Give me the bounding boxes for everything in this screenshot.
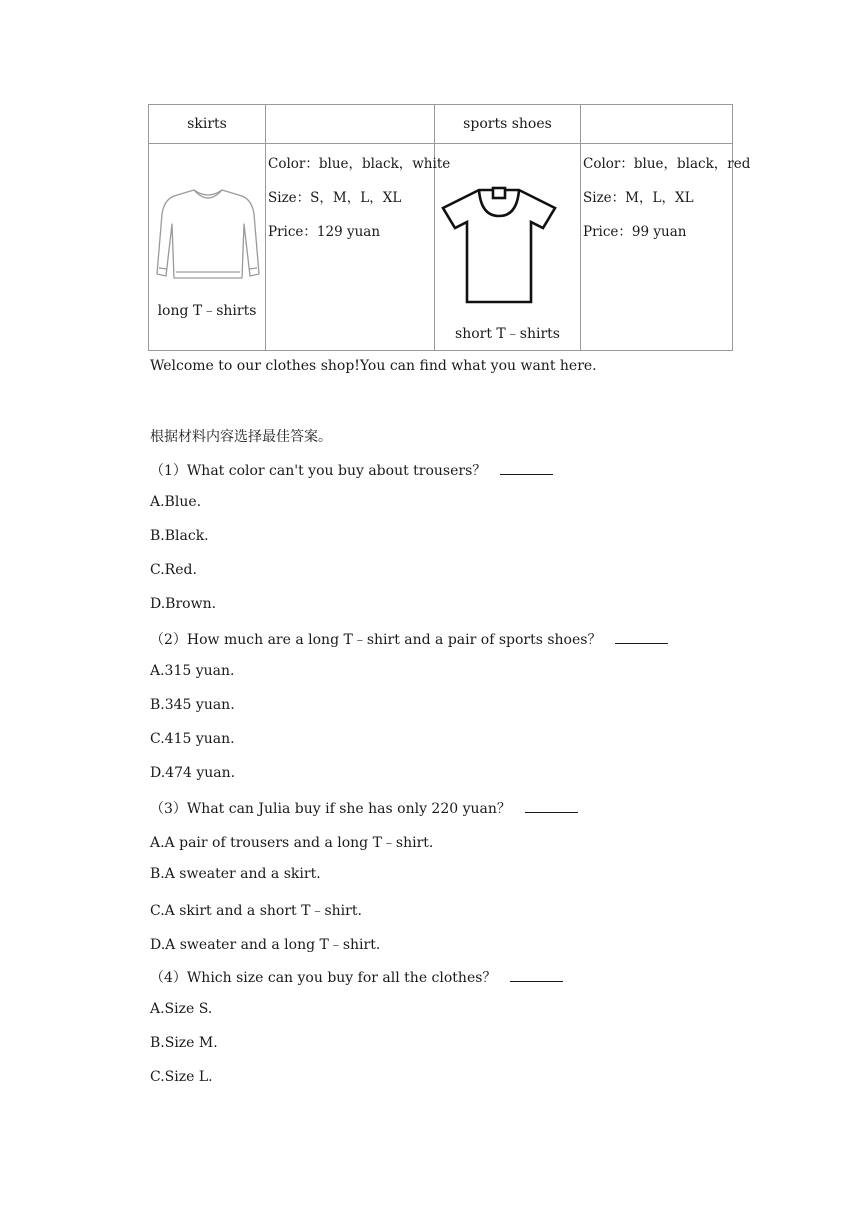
intro-text: Welcome to our clothes shop!You can find what you want here. [150, 358, 597, 374]
option: B.Black. [150, 528, 209, 544]
long-tshirt-details [266, 144, 451, 351]
option: D.474 yuan. [150, 765, 236, 781]
option: B.345 yuan. [150, 697, 235, 713]
option: C.415 yuan. [150, 731, 235, 747]
option: A.Size S. [150, 1001, 213, 1017]
short-tshirt-image-cell [435, 144, 581, 351]
question-stem: （4）Which size can you buy for all the clothes？ [150, 970, 497, 986]
answer-blank[interactable] [615, 642, 668, 644]
question-stem: （1）What color can't you buy about trousers？ [150, 463, 487, 479]
table-row [149, 144, 733, 351]
question-2 [150, 629, 668, 649]
instruction-text: 根据材料内容选择最佳答案。 [150, 429, 332, 445]
table-header-row [149, 105, 733, 144]
question-1 [150, 460, 553, 480]
short-tshirt-color: Color：blue，black，red [583, 156, 751, 172]
answer-blank[interactable] [500, 473, 553, 475]
product-table [148, 104, 751, 351]
option: D.A sweater and a long T﹣shirt. [150, 937, 381, 953]
question-stem: （2）How much are a long T﹣shirt and a pair of sports shoes？ [150, 632, 602, 648]
short-tshirt-size: Size：M，L，XL [583, 190, 694, 206]
option: C.A skirt and a short T﹣shirt. [150, 903, 362, 919]
question-3 [150, 798, 578, 818]
option: B.A sweater and a skirt. [150, 866, 321, 882]
header-cell: skirts [149, 105, 266, 144]
long-tshirt-size: Size：S，M，L，XL [268, 190, 402, 206]
header-cell: sports shoes [435, 105, 581, 144]
header-cell [266, 105, 435, 144]
option: A.315 yuan. [150, 663, 235, 679]
option: C.Red. [150, 562, 197, 578]
short-tshirt-caption: short T﹣shirts [455, 326, 560, 342]
short-tshirt-price: Price：99 yuan [583, 224, 687, 240]
option: A.A pair of trousers and a long T﹣shirt. [150, 835, 434, 851]
short-tshirt-details [581, 144, 751, 351]
long-tshirt-image-cell [149, 144, 266, 351]
option: B.Size M. [150, 1035, 218, 1051]
t-shirt-icon [441, 186, 557, 306]
option: D.Brown. [150, 596, 217, 612]
long-tshirt-price: Price：129 yuan [268, 224, 381, 240]
long-sleeve-shirt-icon [156, 184, 260, 284]
long-tshirt-color: Color：blue，black，white [268, 156, 451, 172]
question-4 [150, 967, 563, 987]
option: A.Blue. [150, 494, 202, 510]
answer-blank[interactable] [525, 811, 578, 813]
answer-blank[interactable] [510, 980, 563, 982]
option: C.Size L. [150, 1069, 213, 1085]
header-cell [581, 105, 733, 144]
question-stem: （3）What can Julia buy if she has only 220 yuan？ [150, 801, 511, 817]
long-tshirt-caption: long T﹣shirts [157, 303, 257, 319]
